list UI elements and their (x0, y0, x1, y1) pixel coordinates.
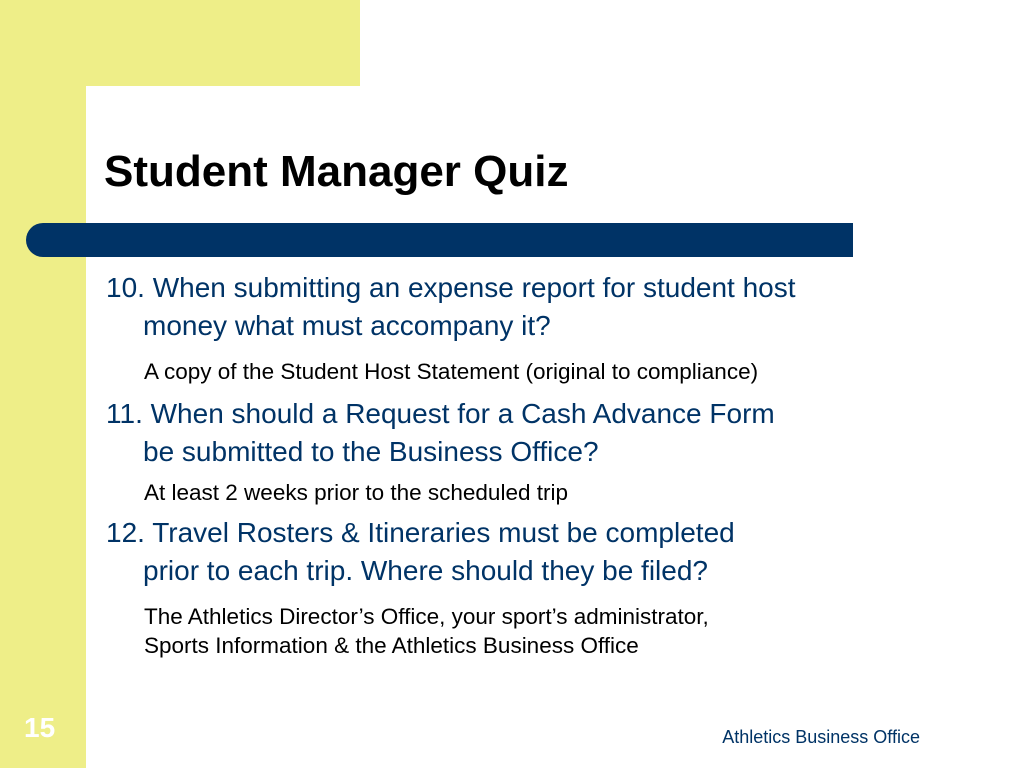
question-10-line1: 10. When submitting an expense report for student host (106, 272, 796, 303)
question-10-line2: money what must accompany it? (143, 310, 551, 341)
slide-number: 15 (24, 712, 56, 743)
question-12-line1: 12. Travel Rosters & Itineraries must be completed (106, 517, 735, 548)
question-11-line2: be submitted to the Business Office? (143, 436, 599, 467)
question-11-line1: 11. When should a Request for a Cash Advance Form (106, 398, 775, 429)
answer-11 (144, 478, 568, 507)
question-12 (106, 514, 735, 590)
question-10 (106, 269, 796, 345)
question-11 (106, 395, 775, 471)
answer-12 (144, 602, 709, 660)
slide-title: Student Manager Quiz (104, 147, 569, 196)
footer-text: Athletics Business Office (722, 727, 920, 747)
question-12-line2: prior to each trip. Where should they be filed? (143, 555, 708, 586)
answer-11-line1: At least 2 weeks prior to the scheduled trip (144, 480, 568, 505)
answer-10 (144, 357, 758, 386)
answer-12-line2: Sports Information & the Athletics Business Office (144, 633, 639, 658)
answer-10-line1: A copy of the Student Host Statement (original to compliance) (144, 359, 759, 384)
answer-12-line1: The Athletics Director’s Office, your sport’s administrator, (144, 604, 709, 629)
